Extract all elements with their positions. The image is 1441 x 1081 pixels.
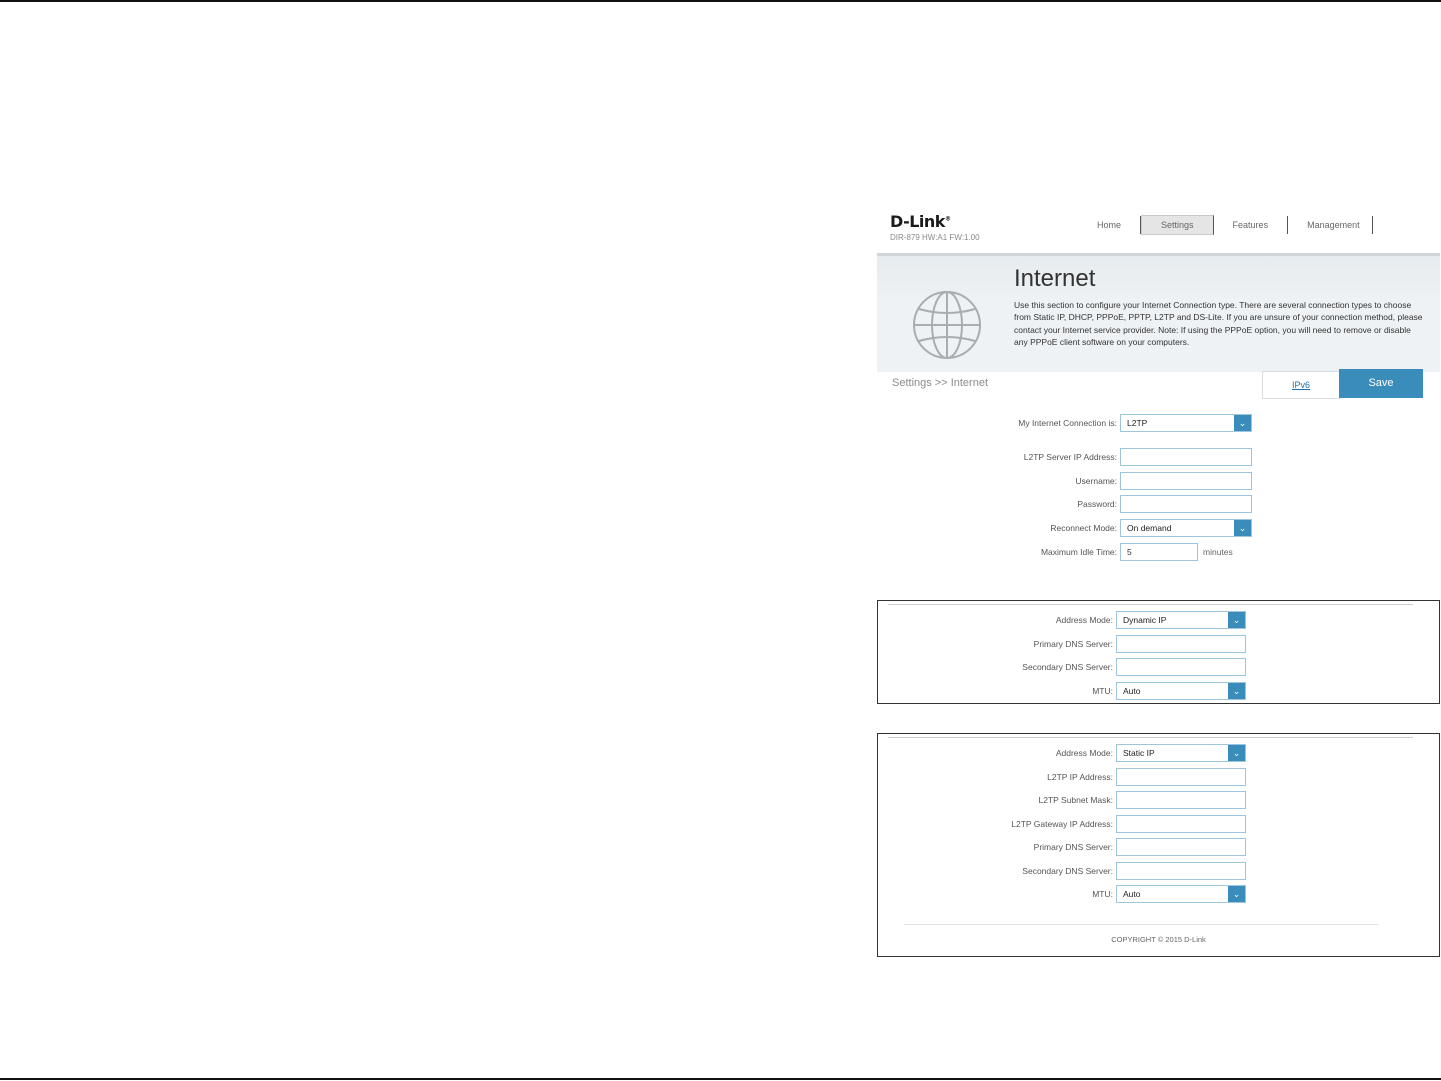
save-button[interactable]: Save — [1339, 369, 1423, 398]
mtu-label: MTU: — [1092, 686, 1113, 696]
mtu-value: Auto — [1123, 686, 1141, 696]
reconnect-mode-select[interactable] — [1120, 519, 1252, 537]
primary-dns-input[interactable] — [1116, 635, 1246, 653]
reconnect-mode-label: Reconnect Mode: — [1050, 523, 1117, 533]
chevron-down-icon: ⌄ — [1228, 612, 1245, 628]
address-mode-select[interactable] — [1116, 744, 1246, 762]
idle-time-input[interactable]: 5 — [1120, 543, 1198, 561]
username-row — [977, 471, 1252, 491]
static-mtu-row — [973, 884, 1246, 904]
server-ip-row — [977, 447, 1252, 467]
mtu-label: MTU: — [1092, 889, 1113, 899]
l2tp-ip-row — [973, 767, 1246, 787]
server-ip-input[interactable] — [1120, 448, 1252, 466]
secondary-dns-row — [973, 657, 1246, 677]
l2tp-subnet-row — [973, 790, 1246, 810]
l2tp-subnet-input[interactable] — [1116, 791, 1246, 809]
brand — [890, 212, 980, 242]
nav-settings[interactable]: Settings — [1141, 215, 1214, 235]
l2tp-gateway-input[interactable] — [1116, 815, 1246, 833]
idle-time-unit: minutes — [1203, 547, 1233, 557]
mtu-select[interactable] — [1116, 682, 1246, 700]
idle-time-row — [977, 542, 1233, 562]
reconnect-mode-value: On demand — [1127, 523, 1172, 533]
dlink-logo: D-Link® — [890, 212, 951, 231]
nav-features[interactable]: Features — [1214, 216, 1289, 234]
reconnect-mode-row — [977, 518, 1252, 538]
top-nav — [1077, 216, 1373, 234]
footer-divider — [904, 924, 1379, 925]
l2tp-gateway-label: L2TP Gateway IP Address: — [1011, 819, 1113, 829]
page-description: Use this section to configure your Internet Connection type. There are several connection types to choose from Static IP, DHCP, PPPoE, PPTP, L2TP and DS-Lite. If you are unsure of your connection method, please contact your Internet service provider. Note: If using the PPPoE option, you will need to remove or disable any PPPoE client software on your computers. — [1014, 300, 1423, 347]
address-mode-label: Address Mode: — [1055, 748, 1113, 758]
primary-dns-input[interactable] — [1116, 838, 1246, 856]
connection-type-row — [977, 413, 1252, 433]
ipv6-link[interactable]: IPv6 — [1262, 371, 1340, 399]
model-info: DIR-879 HW:A1 FW:1.00 — [890, 233, 980, 242]
static-secondary-dns-row — [973, 861, 1246, 881]
page-title: Internet — [1014, 265, 1096, 292]
mtu-row — [973, 681, 1246, 701]
divider — [888, 604, 1413, 605]
connection-type-value: L2TP — [1127, 418, 1148, 428]
breadcrumb: Settings >> Internet — [892, 377, 989, 389]
idle-time-label: Maximum Idle Time: — [1040, 547, 1117, 557]
copyright: COPYRIGHT © 2015 D-Link — [1111, 935, 1206, 944]
primary-dns-label: Primary DNS Server: — [1033, 842, 1113, 852]
mtu-value: Auto — [1123, 889, 1141, 899]
chevron-down-icon: ⌄ — [1234, 520, 1251, 536]
page-top-rule — [0, 0, 1441, 2]
internet-settings-panel — [877, 200, 1440, 580]
l2tp-ip-input[interactable] — [1116, 768, 1246, 786]
address-mode-row — [973, 610, 1246, 630]
chevron-down-icon: ⌄ — [1228, 745, 1245, 761]
server-ip-label: L2TP Server IP Address: — [1023, 452, 1117, 462]
secondary-dns-label: Secondary DNS Server: — [1022, 866, 1113, 876]
username-input[interactable] — [1120, 472, 1252, 490]
primary-dns-row — [973, 634, 1246, 654]
primary-dns-label: Primary DNS Server: — [1033, 639, 1113, 649]
static-ip-panel — [877, 733, 1440, 957]
dynamic-ip-panel — [877, 600, 1440, 704]
chevron-down-icon: ⌄ — [1234, 415, 1251, 431]
nav-home[interactable]: Home — [1077, 216, 1141, 234]
page-bottom-rule — [0, 1078, 1441, 1080]
chevron-down-icon: ⌄ — [1228, 683, 1245, 699]
address-mode-value: Dynamic IP — [1123, 615, 1167, 625]
username-label: Username: — [1075, 476, 1117, 486]
page-banner — [877, 253, 1440, 372]
nav-management[interactable]: Management — [1288, 216, 1373, 234]
connection-type-select[interactable] — [1120, 414, 1252, 432]
password-row — [977, 494, 1252, 514]
secondary-dns-label: Secondary DNS Server: — [1022, 662, 1113, 672]
password-label: Password: — [1077, 499, 1117, 509]
address-mode-select[interactable] — [1116, 611, 1246, 629]
divider — [888, 737, 1413, 738]
connection-type-label: My Internet Connection is: — [1018, 418, 1117, 428]
address-mode-label: Address Mode: — [1055, 615, 1113, 625]
globe-icon — [911, 289, 983, 361]
secondary-dns-input[interactable] — [1116, 658, 1246, 676]
l2tp-ip-label: L2TP IP Address: — [1047, 772, 1113, 782]
mtu-select[interactable] — [1116, 885, 1246, 903]
secondary-dns-input[interactable] — [1116, 862, 1246, 880]
chevron-down-icon: ⌄ — [1228, 886, 1245, 902]
l2tp-subnet-label: L2TP Subnet Mask: — [1038, 795, 1113, 805]
password-input[interactable] — [1120, 495, 1252, 513]
static-address-mode-row — [973, 743, 1246, 763]
static-primary-dns-row — [973, 837, 1246, 857]
l2tp-gateway-row — [973, 814, 1246, 834]
address-mode-value: Static IP — [1123, 748, 1155, 758]
